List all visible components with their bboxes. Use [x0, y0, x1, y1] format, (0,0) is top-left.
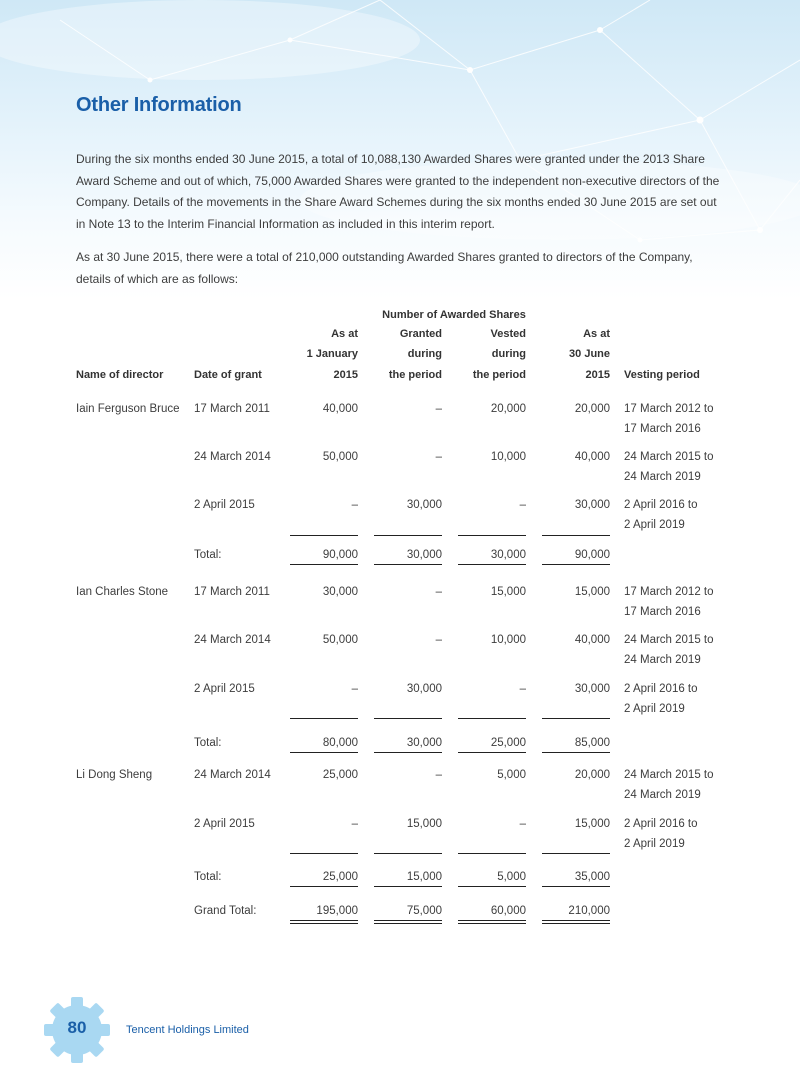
value-jan: 50,000	[322, 634, 358, 646]
total-label: Total:	[194, 737, 222, 749]
total-rule	[542, 752, 610, 753]
outstanding-paragraph: As at 30 June 2015, there were a total of 210,000 outstanding Awarded Shares granted to directors of the Company, details of which are as follows:	[76, 250, 693, 286]
vesting-end: 17 March 2016	[624, 606, 701, 618]
total-rule	[290, 564, 358, 565]
subtotal-rule	[458, 718, 526, 719]
total-rule	[458, 564, 526, 565]
subtotal-rule	[374, 853, 442, 854]
subtotal-rule	[374, 718, 442, 719]
total-rule	[542, 564, 610, 565]
col1-header-line3: 2015	[333, 369, 358, 381]
value-june: 20,000	[574, 403, 610, 415]
grant-date: 24 March 2014	[194, 451, 271, 463]
grand-total-jan: 195,000	[316, 905, 358, 917]
grant-date: 17 March 2011	[194, 403, 270, 415]
value-june: 30,000	[574, 499, 610, 511]
total-rule	[374, 564, 442, 565]
subtotal-rule	[542, 853, 610, 854]
grand-total-rule	[374, 920, 442, 921]
total-rule	[542, 886, 610, 887]
vesting-end: 2 April 2019	[624, 838, 685, 850]
value-vested: 10,000	[490, 634, 526, 646]
grand-total-rule	[542, 920, 610, 921]
value-jan: 40,000	[322, 403, 358, 415]
grand-total-rule	[542, 923, 610, 924]
vesting-start: 24 March 2015 to	[624, 634, 714, 646]
col4-header-line2: 30 June	[569, 348, 610, 360]
total-june: 90,000	[574, 549, 610, 561]
value-vested: 5,000	[497, 769, 526, 781]
total-june: 85,000	[574, 737, 610, 749]
total-rule	[458, 886, 526, 887]
value-vested: 10,000	[490, 451, 526, 463]
grand-total-label: Grand Total:	[194, 905, 257, 917]
vesting-header: Vesting period	[624, 369, 700, 381]
value-jan: –	[351, 818, 358, 830]
total-vested: 30,000	[490, 549, 526, 561]
total-jan: 25,000	[322, 871, 358, 883]
grant-date: 24 March 2014	[194, 769, 271, 781]
company-name: Tencent Holdings Limited	[126, 1024, 249, 1036]
vesting-end: 2 April 2019	[624, 519, 685, 531]
value-granted: 30,000	[406, 683, 442, 695]
col2-header-line2: during	[407, 348, 442, 360]
total-granted: 30,000	[406, 737, 442, 749]
subtotal-rule	[458, 853, 526, 854]
grant-date: 2 April 2015	[194, 683, 255, 695]
total-rule	[374, 886, 442, 887]
total-rule	[458, 752, 526, 753]
col4-header-line1: As at	[583, 328, 610, 340]
value-jan: 30,000	[322, 586, 358, 598]
total-granted: 30,000	[406, 549, 442, 561]
subtotal-rule	[458, 535, 526, 536]
director-name: Li Dong Sheng	[76, 769, 153, 781]
grant-date: 2 April 2015	[194, 499, 255, 511]
value-granted: –	[435, 586, 442, 598]
value-june: 30,000	[574, 683, 610, 695]
value-vested: –	[519, 818, 526, 830]
subtotal-rule	[374, 535, 442, 536]
vesting-start: 17 March 2012 to	[624, 586, 714, 598]
vesting-end: 24 March 2019	[624, 471, 701, 483]
total-jan: 90,000	[322, 549, 358, 561]
value-vested: 15,000	[490, 586, 526, 598]
vesting-start: 2 April 2016 to	[624, 499, 698, 511]
value-jan: –	[351, 683, 358, 695]
value-june: 15,000	[574, 586, 610, 598]
grant-date: 2 April 2015	[194, 818, 255, 830]
value-jan: 25,000	[322, 769, 358, 781]
grant-date: 24 March 2014	[194, 634, 271, 646]
subtotal-rule	[542, 718, 610, 719]
total-rule	[374, 752, 442, 753]
subtotal-rule	[290, 853, 358, 854]
name-header: Name of director	[76, 369, 164, 381]
value-granted: –	[435, 403, 442, 415]
value-june: 40,000	[574, 451, 610, 463]
col1-header-line2: 1 January	[306, 348, 358, 360]
col2-header-line3: the period	[388, 369, 442, 381]
date-header: Date of grant	[194, 369, 262, 381]
grand-total-vested: 60,000	[490, 905, 526, 917]
page-title: Other Information	[76, 94, 242, 116]
value-granted: 15,000	[406, 818, 442, 830]
value-jan: 50,000	[322, 451, 358, 463]
col4-header-line3: 2015	[585, 369, 610, 381]
value-vested: –	[519, 499, 526, 511]
vesting-end: 24 March 2019	[624, 654, 701, 666]
total-label: Total:	[194, 549, 222, 561]
total-rule	[290, 886, 358, 887]
subtotal-rule	[290, 718, 358, 719]
total-granted: 15,000	[406, 871, 442, 883]
grand-total-rule	[458, 920, 526, 921]
vesting-start: 2 April 2016 to	[624, 818, 698, 830]
col3-header-line1: Vested	[490, 328, 526, 340]
col3-header-line3: the period	[472, 369, 526, 381]
value-june: 40,000	[574, 634, 610, 646]
grand-total-june: 210,000	[568, 905, 610, 917]
vesting-start: 2 April 2016 to	[624, 683, 698, 695]
col3-header-line2: during	[491, 348, 526, 360]
value-june: 15,000	[574, 818, 610, 830]
value-vested: 20,000	[490, 403, 526, 415]
value-granted: –	[435, 769, 442, 781]
total-vested: 5,000	[497, 871, 526, 883]
director-name: Ian Charles Stone	[76, 586, 169, 598]
vesting-start: 17 March 2012 to	[624, 403, 714, 415]
col2-header-line1: Granted	[399, 328, 442, 340]
total-june: 35,000	[574, 871, 610, 883]
subtotal-rule	[290, 535, 358, 536]
page-number: 80	[67, 1018, 87, 1037]
group-header: Number of Awarded Shares	[382, 309, 526, 321]
value-granted: 30,000	[406, 499, 442, 511]
value-vested: –	[519, 683, 526, 695]
grand-total-rule	[458, 923, 526, 924]
vesting-end: 17 March 2016	[624, 423, 701, 435]
total-jan: 80,000	[322, 737, 358, 749]
total-rule	[290, 752, 358, 753]
value-granted: –	[435, 634, 442, 646]
director-name: Iain Ferguson Bruce	[76, 403, 180, 415]
vesting-end: 24 March 2019	[624, 789, 701, 801]
grant-date: 17 March 2011	[194, 586, 270, 598]
grand-total-granted: 75,000	[406, 905, 442, 917]
total-vested: 25,000	[490, 737, 526, 749]
vesting-start: 24 March 2015 to	[624, 451, 714, 463]
grand-total-rule	[290, 920, 358, 921]
grand-total-rule	[374, 923, 442, 924]
value-june: 20,000	[574, 769, 610, 781]
vesting-end: 2 April 2019	[624, 703, 685, 715]
intro-paragraph: During the six months ended 30 June 2015, a total of 10,088,130 Awarded Shares were granted under the 2013 Share Award Scheme and out of which, 75,000 Awarded Shares were granted to the independent non-executive directors of the Company. Details of the movements in the Share Award Schemes during the six months ended 30 June 2015 are set out in Note 13 to the Interim Financial Information as included in this interim report.	[76, 152, 720, 231]
subtotal-rule	[542, 535, 610, 536]
value-granted: –	[435, 451, 442, 463]
grand-total-rule	[290, 923, 358, 924]
value-jan: –	[351, 499, 358, 511]
vesting-start: 24 March 2015 to	[624, 769, 714, 781]
total-label: Total:	[194, 871, 222, 883]
col1-header-line1: As at	[331, 328, 358, 340]
